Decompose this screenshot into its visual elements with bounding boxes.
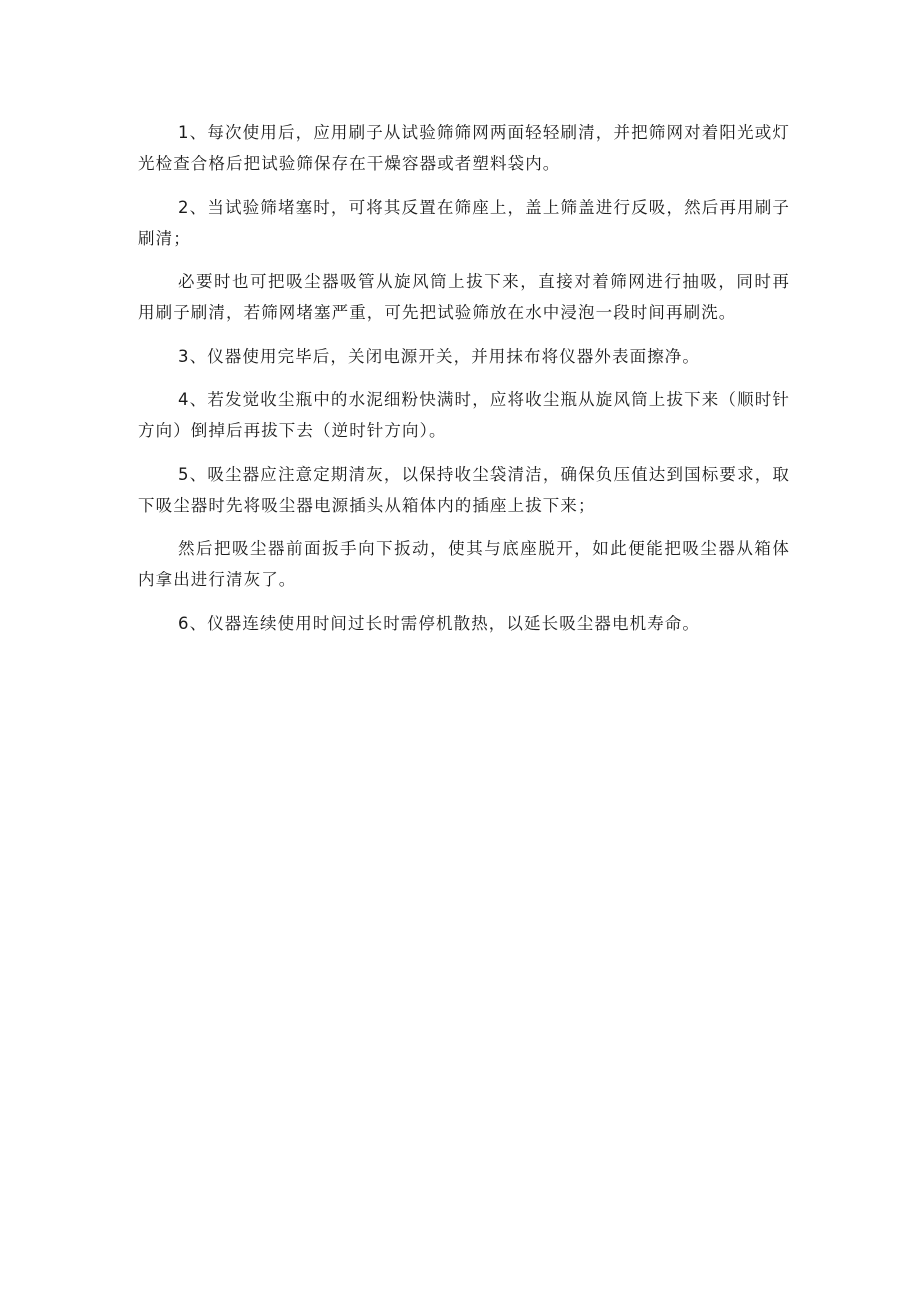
paragraph-3-power-off: 3、仪器使用完毕后，关闭电源开关，并用抹布将仪器外表面擦净。 [178,346,700,366]
paragraph-suction-cleaning: 必要时也可把吸尘器吸管从旋风筒上拔下来，直接对着筛网进行抽吸，同时再用刷子刷清，若筛网堵塞严重，可先把试验筛放在水中浸泡一段时间再刷洗。 [138,272,790,322]
paragraph-2-clogged-sieve: 2、当试验筛堵塞时，可将其反置在筛座上，盖上筛盖进行反吸，然后再用刷子刷清； [138,197,790,248]
paragraph-5-vacuum-cleaning: 5、吸尘器应注意定期清灰，以保持收尘袋清洁，确保负压值达到国标要求，取下吸尘器时先将吸尘器电源插头从箱体内的插座上拔下来； [138,464,790,515]
paragraph-4-dust-bottle: 4、若发觉收尘瓶中的水泥细粉快满时，应将收尘瓶从旋风筒上拔下来（顺时针方向）倒掉后再拔下去（逆时针方向）。 [138,390,790,440]
paragraph-6-cooling: 6、仪器连续使用时间过长时需停机散热，以延长吸尘器电机寿命。 [178,613,700,633]
document-body [138,117,790,651]
paragraph-vacuum-removal: 然后把吸尘器前面扳手向下扳动，使其与底座脱开，如此便能把吸尘器从箱体内拿出进行清灰了。 [138,539,790,589]
paragraph-1-cleaning-after-use: 1、每次使用后，应用刷子从试验筛筛网两面轻轻刷清，并把筛网对着阳光或灯光检查合格后把试验筛保存在干燥容器或者塑料袋内。 [138,123,790,173]
